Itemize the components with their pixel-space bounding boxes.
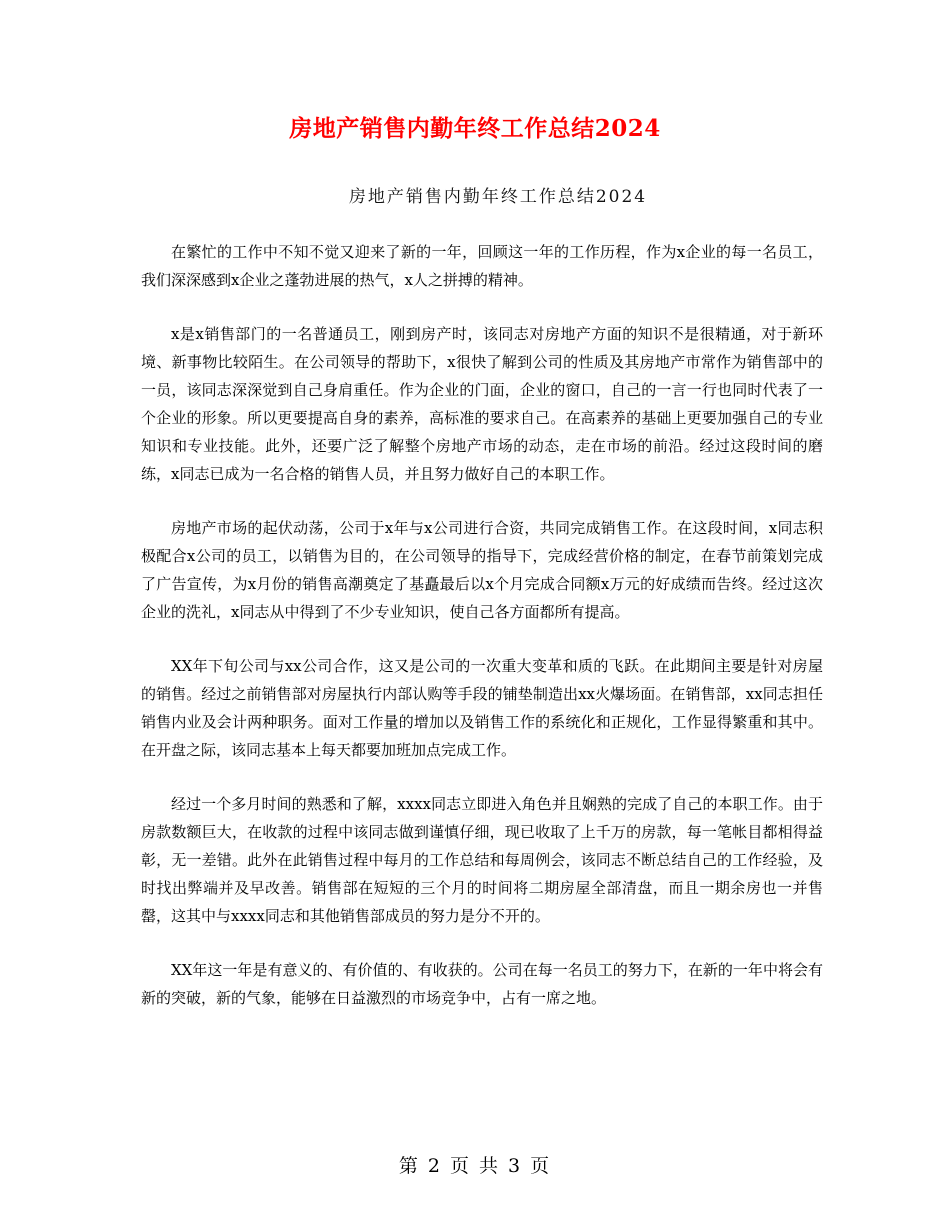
paragraph: 房地产市场的起伏动荡，公司于x年与x公司进行合资，共同完成销售工作。在这段时间，x同志积极配合x公司的员工，以销售为目的，在公司领导的指导下，完成经营价格的制定，在春节前策划完成了广告宣传，为x月份的销售高潮奠定了基矗最后以x个月完成合同额x万元的好成绩而告终。经过这次企业的洗礼，x同志从中得到了不少专业知识，使自己各方面都所有提高。 [141, 519, 823, 621]
subtitle: 房地产销售内勤年终工作总结2024 [348, 187, 648, 207]
page-title: 房地产销售内勤年终工作总结2024 [289, 115, 661, 142]
paragraph: XX年这一年是有意义的、有价值的、有收获的。公司在每一名员工的努力下，在新的一年中将会有新的突破，新的气象，能够在日益激烈的市场竞争中，占有一席之地。 [141, 961, 823, 1007]
page-number-footer: 第 2 页 共 3 页 [398, 1155, 552, 1177]
paragraph: 在繁忙的工作中不知不觉又迎来了新的一年，回顾这一年的工作历程，作为x企业的每一名员工，我们深深感到x企业之蓬勃进展的热气，x人之拼搏的精神。 [141, 243, 823, 289]
paragraph: XX年下旬公司与xx公司合作，这又是公司的一次重大变革和质的飞跃。在此期间主要是针对房屋的销售。经过之前销售部对房屋执行内部认购等手段的铺垫制造出xx火爆场面。在销售部，xx同志担任销售内业及会计两种职务。面对工作量的增加以及销售工作的系统化和正规化，工作显得繁重和其中。在开盘之际，该同志基本上每天都要加班加点完成工作。 [141, 657, 823, 759]
paragraph: 经过一个多月时间的熟悉和了解，xxxx同志立即进入角色并且娴熟的完成了自己的本职工作。由于房款数额巨大，在收款的过程中该同志做到谨慎仔细，现已收取了上千万的房款，每一笔帐目都相得益彰，无一差错。此外在此销售过程中每月的工作总结和每周例会，该同志不断总结自己的工作经验，及时找出弊端并及早改善。销售部在短短的三个月的时间将二期房屋全部清盘，而且一期余房也一并售罄，这其中与xxxx同志和其他销售部成员的努力是分不开的。 [141, 795, 823, 925]
paragraph: x是x销售部门的一名普通员工，刚到房产时，该同志对房地产方面的知识不是很精通，对于新环境、新事物比较陌生。在公司领导的帮助下，x很快了解到公司的性质及其房地产市常作为销售部中的一员，该同志深深觉到自己身肩重任。作为企业的门面，企业的窗口，自己的一言一行也同时代表了一个企业的形象。所以更要提高自身的素养，高标准的要求自己。在高素养的基础上更要加强自己的专业知识和专业技能。此外，还要广泛了解整个房地产市场的动态，走在市场的前沿。经过这段时间的磨练，x同志已成为一名合格的销售人员，并且努力做好自己的本职工作。 [141, 325, 823, 483]
document-body [141, 238, 823, 1038]
